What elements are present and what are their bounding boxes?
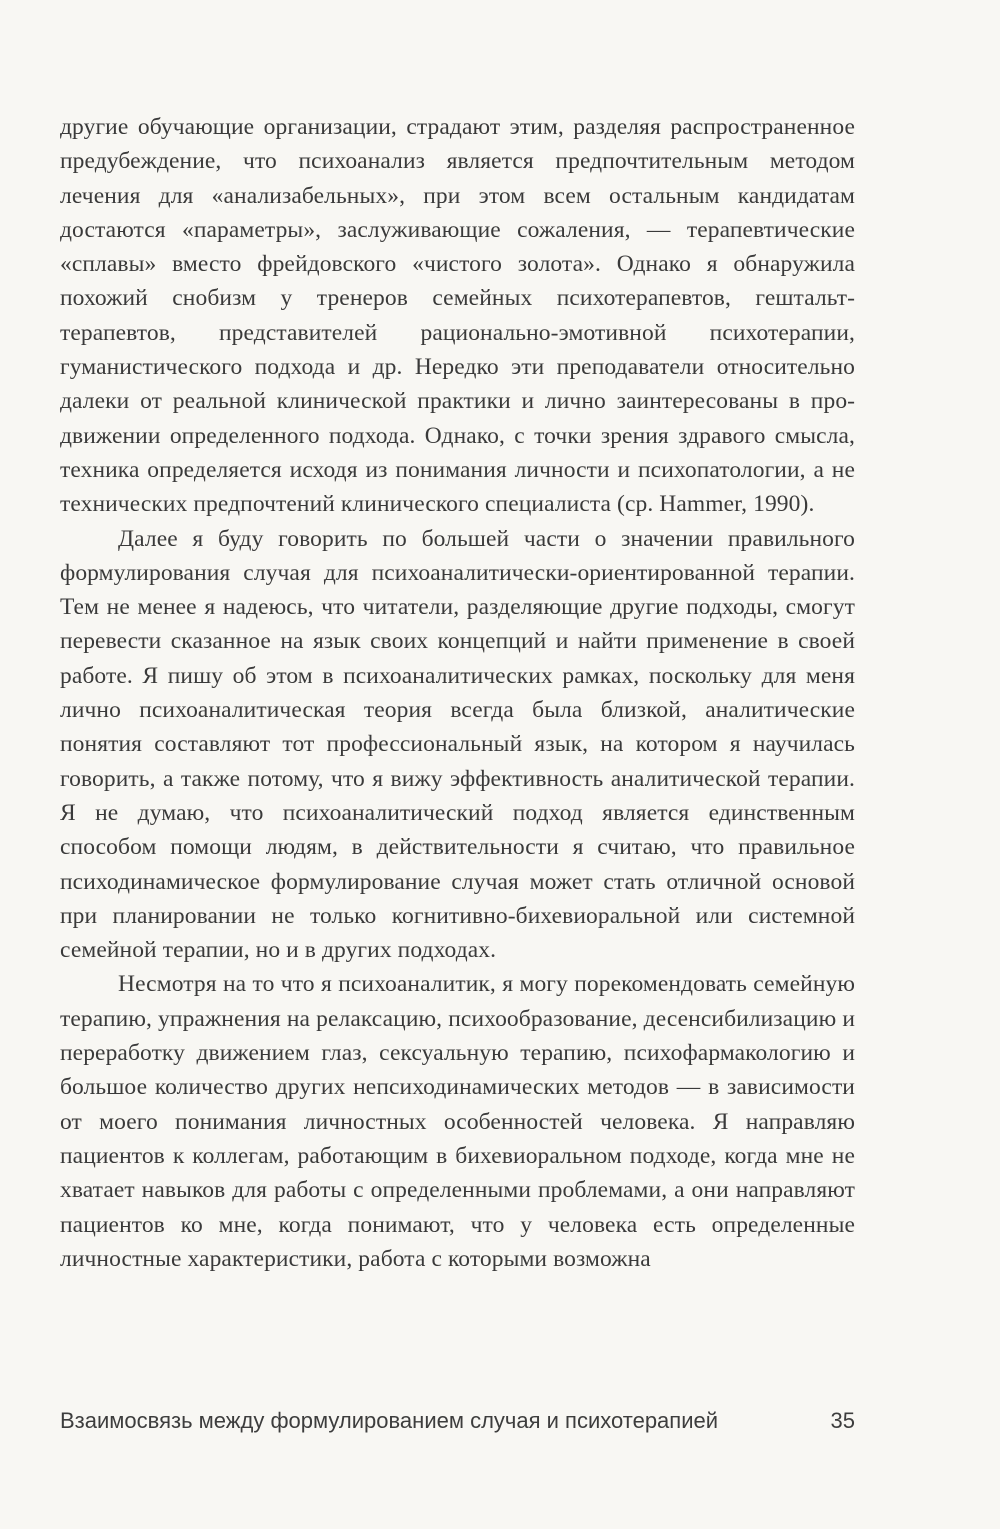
running-title: Взаимосвязь между формулированием случая и психотерапией [60, 1408, 719, 1433]
page-footer [60, 1408, 855, 1444]
body-text [60, 110, 855, 1276]
page-number: 35 [830, 1408, 855, 1433]
paragraph-3: Несмотря на то что я психоаналитик, я могу порекомендовать семейную терапию, упражнения на релаксацию, психообразование, десенсибилизацию и переработку движением глаз, сексуальную терапию, психофармакологию и большое количество других непсиходинамических методов — в зависимости от моего понимания личностных особенностей человека. Я направляю пациентов к коллегам, работающим в бихевиоральном подходе, когда мне не хватает навыков для работы с определенными проблемами, а они направляют пациентов ко мне, когда понимают, что у человека есть определенные личностные характеристики, работа с которыми возможна [60, 971, 855, 1272]
paragraph-2: Далее я буду говорить по большей части о значении правильного формулирования случая для психоаналитически-ориентированной терапии. Тем не менее я надеюсь, что читатели, разделяющие другие подходы, смогут перевести сказанное на язык своих концепций и найти применение в своей работе. Я пишу об этом в психоаналитических рамках, поскольку для меня лично психоаналитическая теория всегда была близкой, аналитические понятия составляют тот профессиональный язык, на котором я научилась говорить, а также потому, что я вижу эффективность аналитической терапии. Я не думаю, что психоаналитический подход является единственным способом помощи людям, в действительности я считаю, что правильное психодинамическое формулирование случая может стать отличной основой при планировании не только когнитивно-бихевиоральной или системной семейной терапии, но и в других подходах. [60, 525, 855, 964]
paragraph-1: другие обучающие организации, страдают этим, разделяя распространенное предубеждение, что психоанализ является предпочтительным методом лечения для «анализабельных», при этом всем остальным кандидатам достаются «параметры», заслуживающие сожаления, — терапевтические «сплавы» вместо фрейдовского «чистого золота». Однако я обнаружила похожий снобизм у тренеров семейных психотерапевтов, гештальт-терапевтов, представителей рационально-эмотивной психотерапии, гуманистического подхода и др. Нередко эти преподаватели относительно далеки от реальной клинической практики и лично заинтересованы в продвижении определенного подхода. Однако, с точки зрения здравого смысла, техника определяется исходя из понимания личности и психопатологии, а не технических предпочтений клинического специалиста (ср. Hammer, 1990). [60, 114, 855, 518]
